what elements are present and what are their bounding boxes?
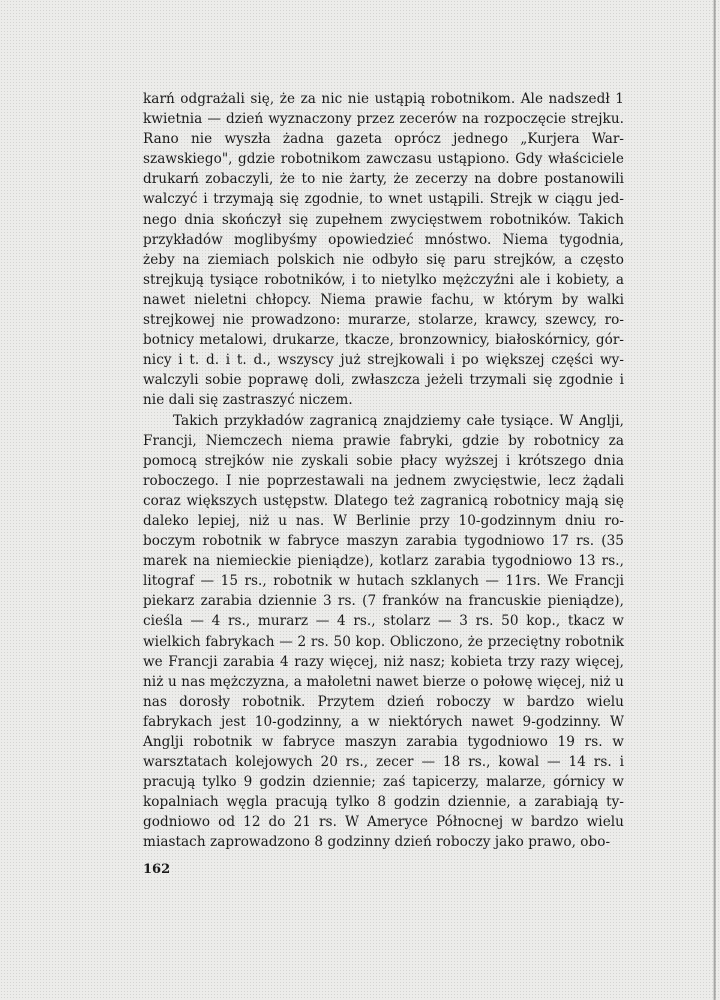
body-text xyxy=(143,89,624,853)
paragraph-1: karń odgrażali się, że za nic nie ustąpią robotnikom. Ale nadszedł 1 kwietnia — dzień wyznaczony przez zecerów na rozpoczęcie strejku. Rano nie wyszła żadna gazeta oprócz jednego „Kurjera Warszawskiego", gdzie robotnikom zawczasu ustąpiono. Gdy właściciele drukarń zobaczyli, że to nie żarty, że zecerzy na dobre postanowili walczyć i trzymają się zgodnie, to wnet ustąpili. Strejk w ciągu jednego dnia skończył się zupełnem zwycięstwem robotników. Takich przykładów moglibyśmy opowiedzieć mnóstwo. Niema tygodnia, żeby na ziemiach polskich nie odbyło się paru strejków, a często strejkują tysiące robotników, i to nietylko mężczyźni ale i kobiety, a nawet nieletni chłopcy. Niema prawie fachu, w którym by walki strejkowej nie prowadzono: murarze, stolarze, krawcy, szewcy, robotnicy metalowi, drukarze, tkacze, bronzownicy, białoskórnicy, górnicy i t. d. i t. d., wszyscy już strejkowali i po większej części wywalczyli sobie poprawę doli, zwłaszcza jeżeli trzymali się zgodnie i nie dali się zastraszyć niczem. xyxy=(143,91,624,409)
paragraph-2: Takich przykładów zagranicą znajdziemy całe tysiące. W Anglji, Francji, Niemczech niema prawie fabryki, gdzie by robotnicy za pomocą strejków nie zyskali sobie płacy wyższej i krótszego dnia roboczego. I nie poprzestawali na jednem zwycięstwie, lecz żądali coraz większych ustępstw. Dlatego też zagranicą robotnicy mają się daleko lepiej, niż u nas. W Berlinie przy 10-godzinnym dniu roboczym robotnik w fabryce maszyn zarabia tygodniowo 17 rs. (35 marek na niemieckie pieniądze), kotlarz zarabia tygodniowo 13 rs., litograf — 15 rs., robotnik w hutach szklanych — 11rs. We Francji piekarz zarabia dziennie 3 rs. (7 franków na francuskie pieniądze), cieśla — 4 rs., murarz — 4 rs., stolarz — 3 rs. 50 kop., tkacz w wielkich fabrykach — 2 rs. 50 kop. Obliczono, że przeciętny robotnik we Francji zarabia 4 razy więcej, niż nasz; kobieta trzy razy więcej, niż u nas mężczyzna, a małoletni nawet bierze o połowę więcej, niż u nas dorosły robotnik. Przytem dzień roboczy w bardzo wielu fabrykach jest 10-godzinny, a w niektórych nawet 9-godzinny. W Anglji robotnik w fabryce maszyn zarabia tygodniowo 19 rs. w warsztatach kolejowych 20 rs., zecer — 18 rs., kowal — 14 rs. i pracują tylko 9 godzin dziennie; zaś tapicerzy, malarze, górnicy w kopalniach węgla pracują tylko 8 godzin dziennie, a zarabiają tygodniowo od 12 do 21 rs. W Ameryce Północnej w bardzo wielu miastach zaprowadzono 8 godzinny dzień roboczy jako prawo, obo- xyxy=(143,412,624,851)
page-edge-shadow xyxy=(713,0,716,1000)
page-number: 162 xyxy=(143,862,171,877)
